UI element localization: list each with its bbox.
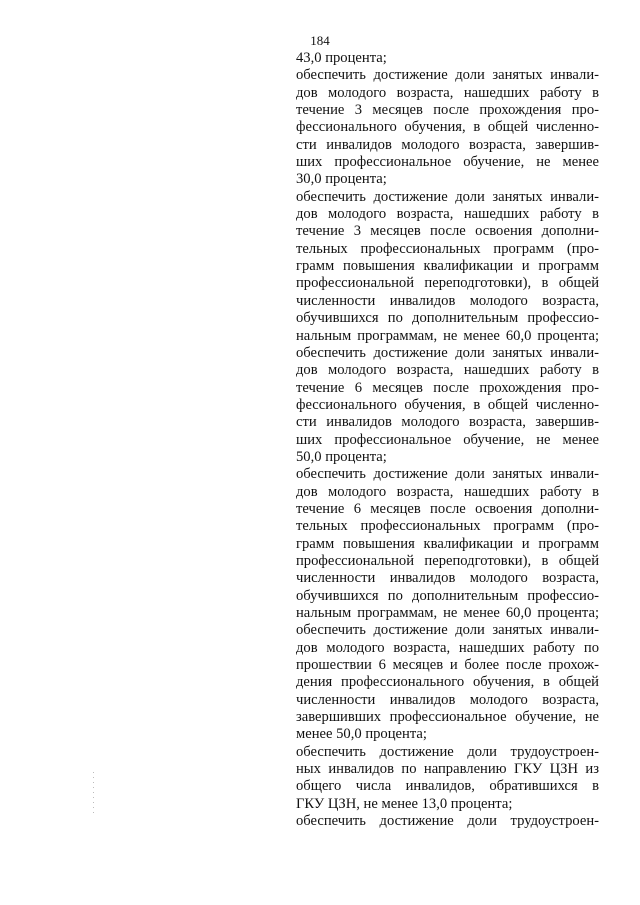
- text-line: течение 6 месяцев после освоения дополни-: [296, 500, 599, 517]
- text-line: дов молодого возраста, нашедших работу в: [296, 84, 599, 101]
- text-line: обеспечить достижение доли занятых инвали-: [296, 188, 599, 205]
- text-line: обеспечить достижение доли занятых инвали-: [296, 67, 599, 84]
- text-line: нальным программам, не менее 60,0 процента;: [296, 327, 599, 344]
- text-line: тельных профессиональных программ (про-: [296, 518, 599, 535]
- text-line: сти инвалидов молодого возраста, завершив-: [296, 136, 599, 153]
- text-line: ных инвалидов по направлению ГКУ ЦЗН из: [296, 761, 599, 778]
- text-line: обеспечить достижение доли трудоустроен-: [296, 743, 599, 760]
- text-line: обеспечить достижение доли трудоустроен-: [296, 813, 599, 830]
- text-line: обучившихся по дополнительным профессио-: [296, 587, 599, 604]
- text-line: грамм повышения квалификации и программ: [296, 258, 599, 275]
- text-line: тельных профессиональных программ (про-: [296, 240, 599, 257]
- text-line: численности инвалидов молодого возраста,: [296, 691, 599, 708]
- text-line: профессиональной переподготовки), в общей: [296, 552, 599, 569]
- text-line: обеспечить достижение доли занятых инвали-: [296, 622, 599, 639]
- text-line: течение 3 месяцев после освоения дополни-: [296, 223, 599, 240]
- text-line: 43,0 процента;: [296, 50, 387, 66]
- text-line: дов молодого возраста, нашедших работу по: [296, 639, 599, 656]
- text-line: грамм повышения квалификации и программ: [296, 535, 599, 552]
- text-line: дения профессионального обучения, в общей: [296, 674, 599, 691]
- text-line: завершивших профессиональное обучение, не: [296, 709, 599, 726]
- text-line: численности инвалидов молодого возраста,: [296, 570, 599, 587]
- text-line: фессионального обучения, в общей численно-: [296, 396, 599, 413]
- page-number: 184: [310, 33, 330, 48]
- text-line: общего числа инвалидов, обратившихся в: [296, 778, 599, 795]
- text-line: менее 50,0 процента;: [296, 726, 427, 743]
- text-column: [296, 50, 599, 830]
- text-line: дов молодого возраста, нашедших работу в: [296, 206, 599, 223]
- text-line: дов молодого возраста, нашедших работу в: [296, 362, 599, 379]
- text-line: ГКУ ЦЗН, не менее 13,0 процента;: [296, 795, 513, 812]
- text-line: сти инвалидов молодого возраста, завершив-: [296, 414, 599, 431]
- text-line: 30,0 процента;: [296, 171, 387, 188]
- text-line: нальным программам, не менее 60,0 процента;: [296, 605, 599, 621]
- text-line: 50,0 процента;: [296, 448, 387, 465]
- text-line: обучившихся по дополнительным профессио-: [296, 310, 599, 327]
- text-line: ших профессиональное обучение, не менее: [296, 154, 599, 171]
- text-line: обеспечить достижение доли занятых инвали-: [296, 466, 599, 483]
- text-line: дов молодого возраста, нашедших работу в: [296, 483, 599, 500]
- text-line: численности инвалидов молодого возраста,: [296, 292, 599, 309]
- text-line: фессионального обучения, в общей численно-: [296, 119, 599, 136]
- text-line: профессиональной переподготовки), в общей: [296, 275, 599, 292]
- text-line: прошествии 6 месяцев и более после прохож-: [296, 657, 599, 674]
- margin-scan-mark: [93, 772, 94, 814]
- text-line: обеспечить достижение доли занятых инвали-: [296, 344, 599, 361]
- text-line: ших профессиональное обучение, не менее: [296, 431, 599, 448]
- text-line: течение 3 месяцев после прохождения про-: [296, 102, 599, 119]
- text-line: течение 6 месяцев после прохождения про-: [296, 379, 599, 396]
